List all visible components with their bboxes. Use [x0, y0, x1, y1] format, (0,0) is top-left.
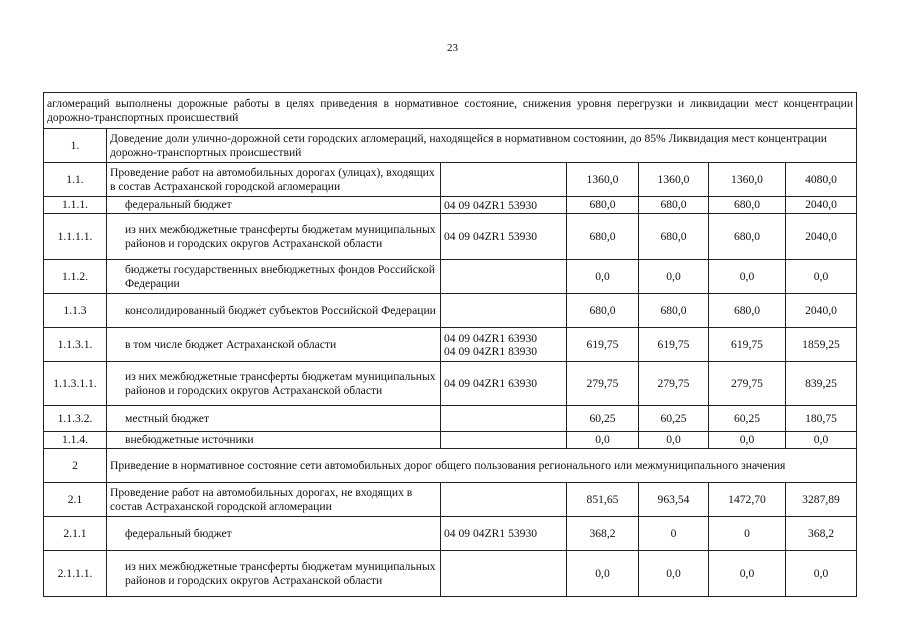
value-year-3: 680,0 [709, 294, 786, 328]
row-description: местный бюджет [107, 406, 441, 432]
value-year-2: 680,0 [639, 294, 709, 328]
row-number: 1. [44, 129, 107, 163]
budget-table [43, 92, 857, 597]
value-year-2: 680,0 [639, 197, 709, 214]
value-year-1: 1360,0 [567, 163, 639, 197]
value-year-2: 963,54 [639, 483, 709, 517]
table-row [44, 197, 857, 214]
value-year-2: 0,0 [639, 432, 709, 449]
budget-code [441, 260, 567, 294]
value-year-2: 60,25 [639, 406, 709, 432]
row-number: 1.1.3.2. [44, 406, 107, 432]
value-year-2: 0,0 [639, 551, 709, 597]
value-year-1: 279,75 [567, 362, 639, 406]
section-title: Приведение в нормативное состояние сети автомобильных дорог общего пользования регионального или межмуниципального значения [107, 449, 857, 483]
value-total: 839,25 [786, 362, 857, 406]
value-year-3: 680,0 [709, 214, 786, 260]
value-year-1: 0,0 [567, 260, 639, 294]
row-number: 2.1 [44, 483, 107, 517]
row-description: в том числе бюджет Астраханской области [107, 328, 441, 362]
table-row [44, 328, 857, 362]
value-year-3: 1360,0 [709, 163, 786, 197]
budget-code: 04 09 04ZR1 53930 [441, 214, 567, 260]
row-description: бюджеты государственных внебюджетных фондов Российской Федерации [107, 260, 441, 294]
table-row [44, 294, 857, 328]
value-year-1: 619,75 [567, 328, 639, 362]
budget-code [441, 163, 567, 197]
value-year-2: 0 [639, 517, 709, 551]
row-number: 1.1. [44, 163, 107, 197]
value-year-2: 680,0 [639, 214, 709, 260]
row-number: 2 [44, 449, 107, 483]
budget-code [441, 294, 567, 328]
value-year-3: 0,0 [709, 551, 786, 597]
value-total: 180,75 [786, 406, 857, 432]
budget-code [441, 406, 567, 432]
value-total: 2040,0 [786, 197, 857, 214]
value-year-1: 851,65 [567, 483, 639, 517]
value-year-3: 279,75 [709, 362, 786, 406]
value-total: 368,2 [786, 517, 857, 551]
row-number: 2.1.1 [44, 517, 107, 551]
value-year-2: 619,75 [639, 328, 709, 362]
budget-code: 04 09 04ZR1 63930 [441, 362, 567, 406]
value-year-3: 619,75 [709, 328, 786, 362]
value-total: 2040,0 [786, 294, 857, 328]
value-year-3: 0,0 [709, 260, 786, 294]
table-row [44, 551, 857, 597]
table-row [44, 163, 857, 197]
value-year-3: 0,0 [709, 432, 786, 449]
row-number: 2.1.1.1. [44, 551, 107, 597]
row-number: 1.1.2. [44, 260, 107, 294]
value-year-1: 60,25 [567, 406, 639, 432]
row-description: внебюджетные источники [107, 432, 441, 449]
value-year-1: 368,2 [567, 517, 639, 551]
row-description: Проведение работ на автомобильных дорогах (улицах), входящих в состав Астраханской городской агломерации [107, 163, 441, 197]
table-row [44, 432, 857, 449]
table-row [44, 406, 857, 432]
value-year-1: 0,0 [567, 551, 639, 597]
value-total: 0,0 [786, 551, 857, 597]
value-total: 1859,25 [786, 328, 857, 362]
budget-code: 04 09 04ZR1 53930 [441, 517, 567, 551]
value-year-2: 0,0 [639, 260, 709, 294]
table-row [44, 362, 857, 406]
value-year-1: 0,0 [567, 432, 639, 449]
row-number: 1.1.1. [44, 197, 107, 214]
value-year-1: 680,0 [567, 214, 639, 260]
row-description: из них межбюджетные трансферты бюджетам муниципальных районов и городских округов Астраханской области [107, 214, 441, 260]
value-year-3: 1472,70 [709, 483, 786, 517]
value-year-2: 279,75 [639, 362, 709, 406]
section-row [44, 129, 857, 163]
section-title: Доведение доли улично-дорожной сети городских агломераций, находящейся в нормативном состоянии, до 85% Ликвидация мест концентрации дорожно-транспортных происшествий [107, 129, 857, 163]
value-year-3: 680,0 [709, 197, 786, 214]
budget-code: 04 09 04ZR1 53930 [441, 197, 567, 214]
row-description: из них межбюджетные трансферты бюджетам муниципальных районов и городских округов Астраханской области [107, 362, 441, 406]
budget-code [441, 483, 567, 517]
value-total: 0,0 [786, 432, 857, 449]
value-year-2: 1360,0 [639, 163, 709, 197]
row-description: федеральный бюджет [107, 517, 441, 551]
budget-code [441, 551, 567, 597]
row-number: 1.1.3 [44, 294, 107, 328]
row-description: Проведение работ на автомобильных дорогах, не входящих в состав Астраханской городской агломерации [107, 483, 441, 517]
row-number: 1.1.3.1. [44, 328, 107, 362]
row-number: 1.1.3.1.1. [44, 362, 107, 406]
section-row [44, 449, 857, 483]
value-total: 0,0 [786, 260, 857, 294]
value-total: 4080,0 [786, 163, 857, 197]
value-total: 2040,0 [786, 214, 857, 260]
table-row [44, 483, 857, 517]
budget-code: 04 09 04ZR1 63930 04 09 04ZR1 83930 [441, 328, 567, 362]
row-description: федеральный бюджет [107, 197, 441, 214]
page-number: 23 [447, 42, 458, 54]
table-row [44, 260, 857, 294]
header-continuation-row [44, 93, 857, 129]
value-year-3: 60,25 [709, 406, 786, 432]
value-total: 3287,89 [786, 483, 857, 517]
value-year-1: 680,0 [567, 294, 639, 328]
row-description: из них межбюджетные трансферты бюджетам муниципальных районов и городских округов Астраханской области [107, 551, 441, 597]
row-number: 1.1.1.1. [44, 214, 107, 260]
header-continuation-text: агломераций выполнены дорожные работы в целях приведения в нормативное состояние, снижения уровня перегрузки и ликвидации мест концентрации дорожно-транспортных происшествий [44, 93, 857, 129]
row-number: 1.1.4. [44, 432, 107, 449]
budget-code [441, 432, 567, 449]
value-year-3: 0 [709, 517, 786, 551]
table-row [44, 517, 857, 551]
row-description: консолидированный бюджет субъектов Российской Федерации [107, 294, 441, 328]
table-row [44, 214, 857, 260]
value-year-1: 680,0 [567, 197, 639, 214]
